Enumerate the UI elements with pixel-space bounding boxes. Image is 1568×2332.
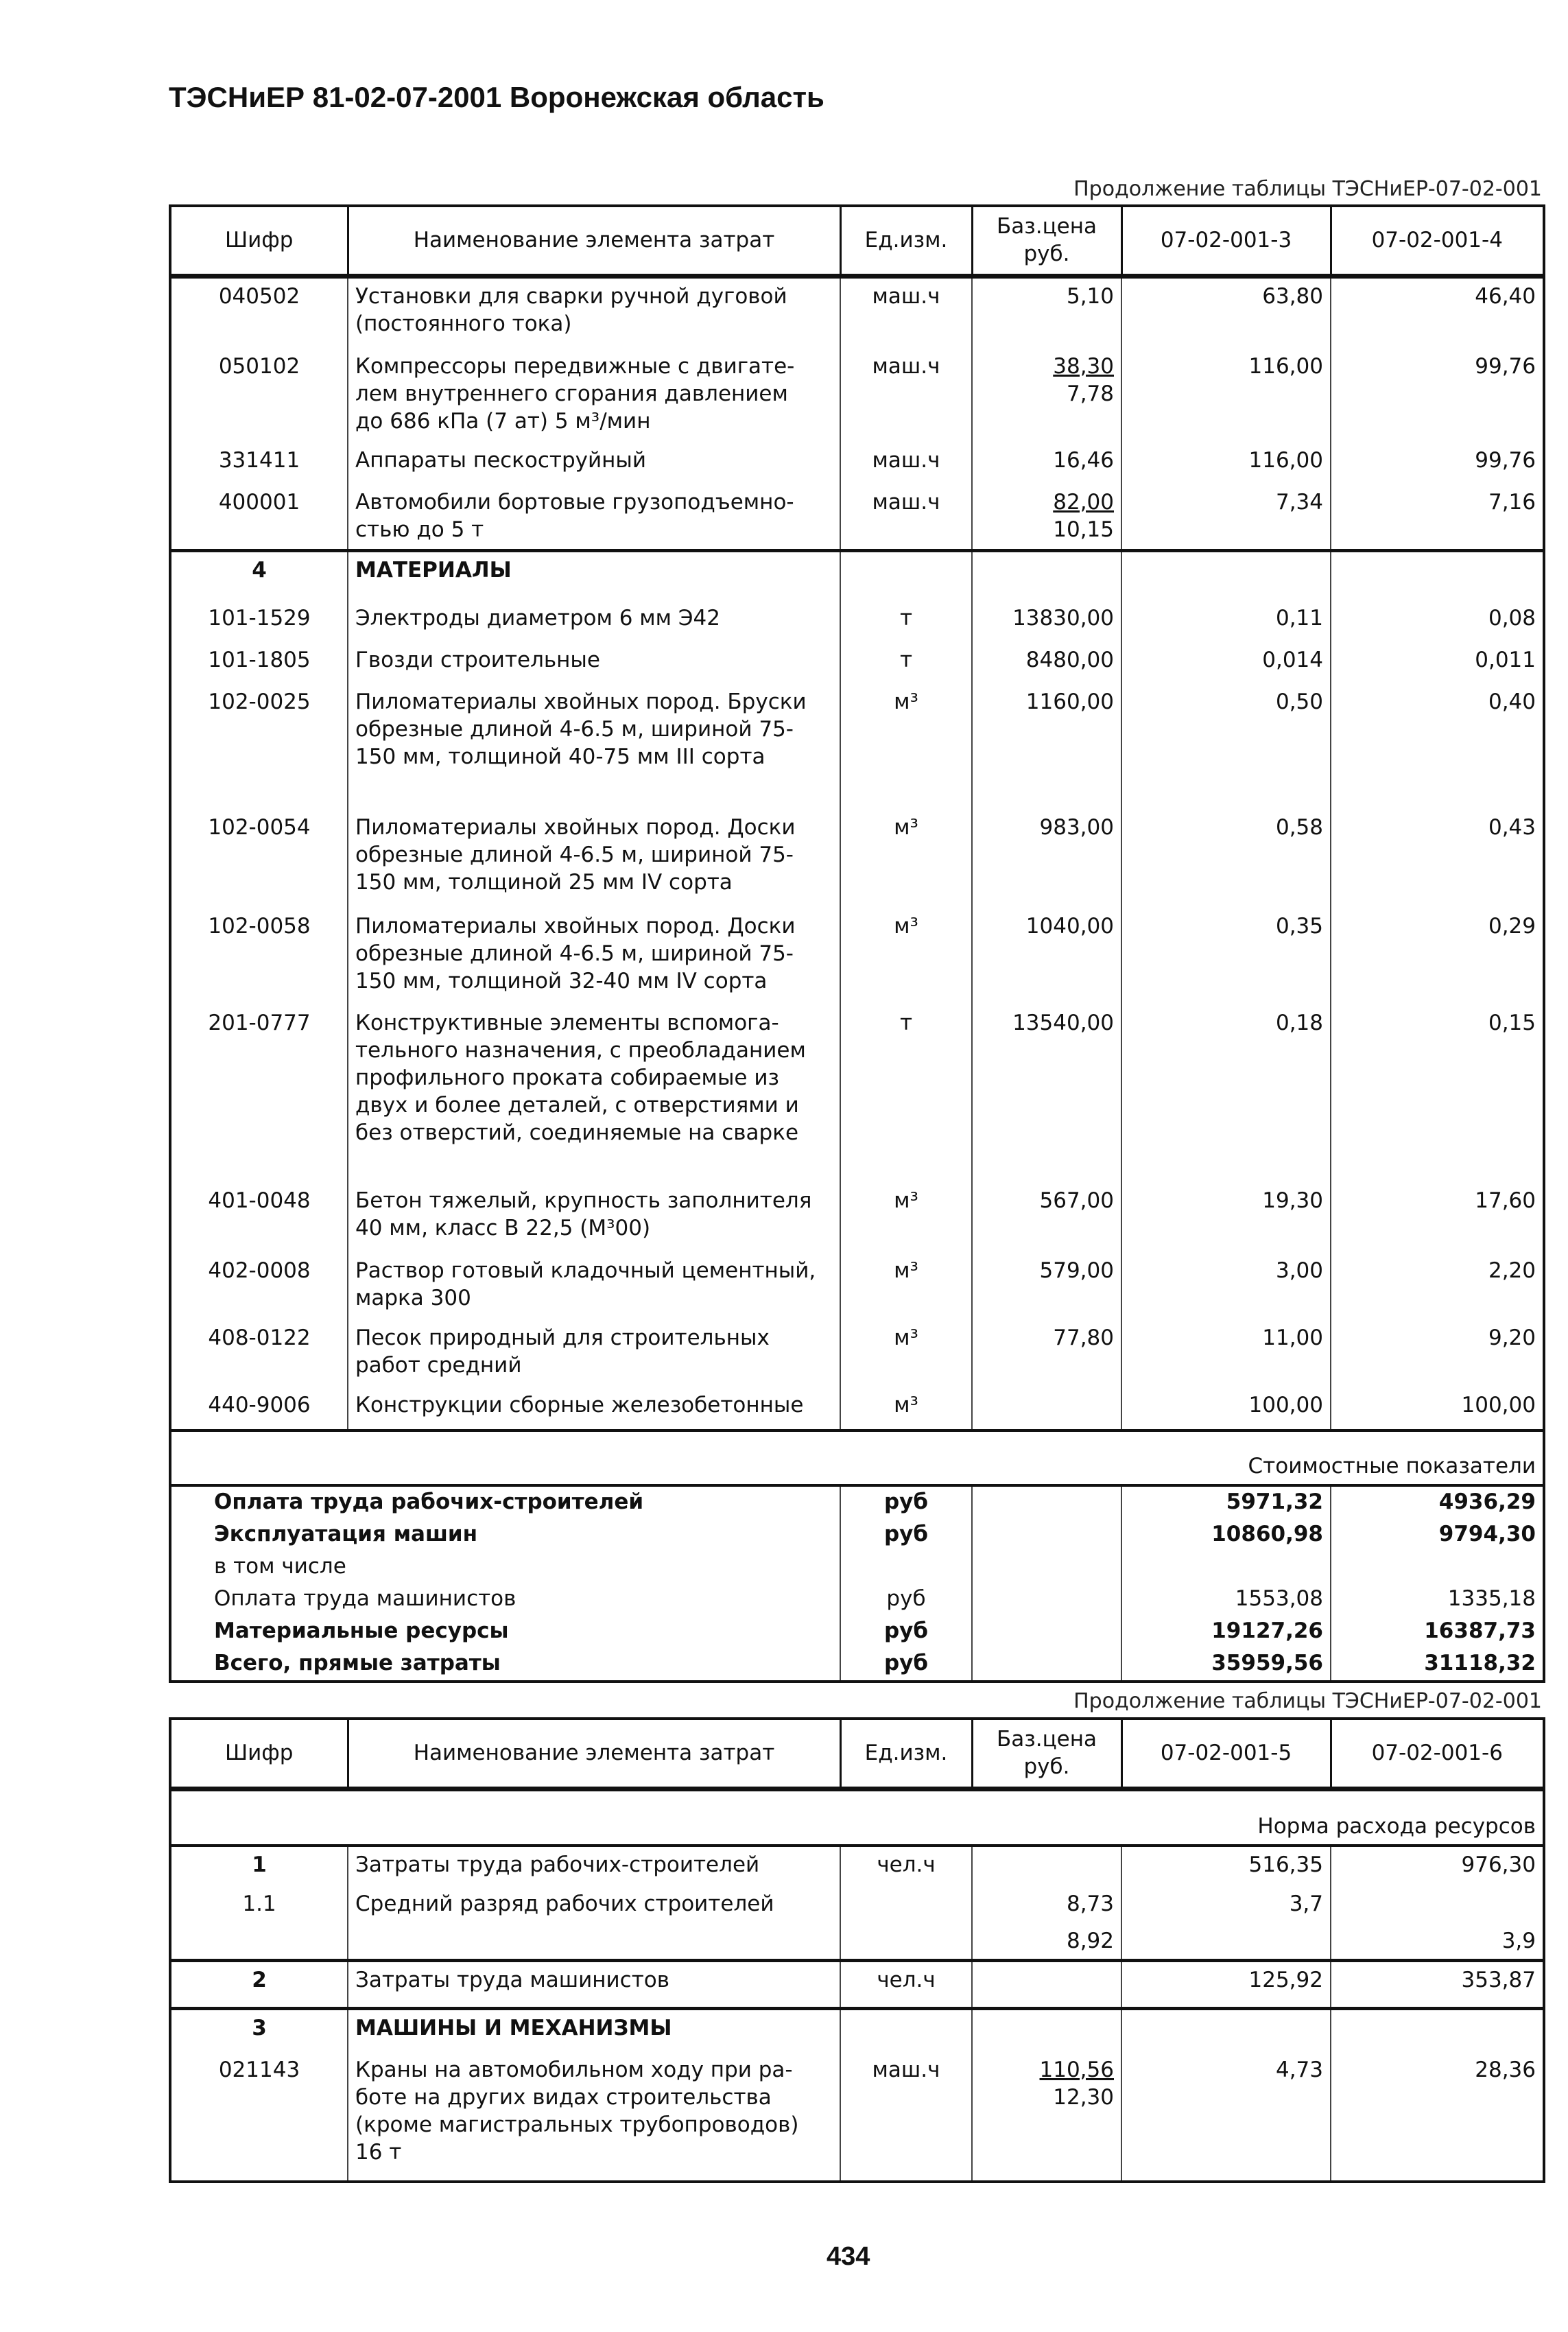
- summary-label: Оплата труда машинистов: [170, 1583, 840, 1616]
- price-cell: [972, 1846, 1121, 1886]
- table-row: [170, 349, 1544, 443]
- name-cell: Гвозди строительные: [348, 642, 840, 684]
- value-cell-b: 9,20: [1331, 1320, 1544, 1387]
- table-row: [170, 1005, 1544, 1183]
- table-row: [170, 810, 1544, 908]
- table-row: [170, 1923, 1544, 1961]
- price-cell: [972, 1320, 1121, 1387]
- price-value: 8,73: [1066, 1891, 1114, 1916]
- name-cell: Затраты труда рабочих-строителей: [348, 1846, 840, 1886]
- table-row: [170, 684, 1544, 810]
- summary-unit: руб: [840, 1583, 972, 1616]
- value-cell-b: [1331, 2008, 1544, 2052]
- summary-row: [170, 1648, 1544, 1682]
- summary-label: Оплата труда рабочих-строителей: [170, 1485, 840, 1519]
- name-cell: Установки для сварки ручной дуговой (постоянного тока): [348, 276, 840, 349]
- price-cell: [972, 684, 1121, 810]
- price-cell: [972, 443, 1121, 484]
- name-cell: Автомобили бортовые грузоподъемно- стью до 5 т: [348, 484, 840, 551]
- name-cell: МАТЕРИАЛЫ: [348, 550, 840, 600]
- name-cell: Конструкции сборные железобетонные: [348, 1387, 840, 1430]
- code-cell: [170, 1923, 348, 1961]
- summary-unit: руб: [840, 1485, 972, 1519]
- code-cell: 331411: [170, 443, 348, 484]
- price-cell: [972, 1253, 1121, 1320]
- code-cell: 408-0122: [170, 1320, 348, 1387]
- value-cell-a: 63,80: [1121, 276, 1331, 349]
- price-secondary: 7,78: [1066, 381, 1114, 406]
- header-price: Баз.цена руб.: [972, 206, 1121, 276]
- price-value: 8,92: [1066, 1928, 1114, 1953]
- header-col-a: 07-02-001-5: [1121, 1719, 1331, 1789]
- summary-empty: [972, 1551, 1121, 1583]
- unit-cell: чел.ч: [840, 1846, 972, 1886]
- value-cell-a: 3,7: [1121, 1886, 1331, 1923]
- unit-cell: м³: [840, 810, 972, 908]
- summary-value-a: 10860,98: [1121, 1519, 1331, 1551]
- price-value: 1160,00: [1025, 689, 1114, 714]
- summary-row: [170, 1583, 1544, 1616]
- price-value: 8480,00: [1025, 647, 1114, 672]
- name-cell: Пиломатериалы хвойных пород. Доски обрезные длиной 4-6.5 м, шириной 75- 150 мм, толщиной 32-40 мм IV сорта: [348, 908, 840, 1005]
- price-value: 82,00: [1053, 489, 1114, 515]
- code-cell: 021143: [170, 2052, 348, 2182]
- summary-label: Материальные ресурсы: [170, 1616, 840, 1648]
- code-cell: 101-1805: [170, 642, 348, 684]
- resource-table-bottom: [169, 1717, 1545, 2183]
- value-cell-a: 116,00: [1121, 443, 1331, 484]
- table-row: [170, 2052, 1544, 2182]
- value-cell-a: [1121, 550, 1331, 600]
- price-cell: [972, 2008, 1121, 2052]
- price-cell: [972, 1005, 1121, 1183]
- value-cell-b: 0,15: [1331, 1005, 1544, 1183]
- summary-value-b: 4936,29: [1331, 1485, 1544, 1519]
- summary-label: Эксплуатация машин: [170, 1519, 840, 1551]
- summary-unit: руб: [840, 1616, 972, 1648]
- unit-cell: [840, 550, 972, 600]
- name-cell: Аппараты пескоструйный: [348, 443, 840, 484]
- unit-cell: маш.ч: [840, 443, 972, 484]
- price-cell: [972, 1886, 1121, 1923]
- value-cell-b: 0,011: [1331, 642, 1544, 684]
- code-cell: 400001: [170, 484, 348, 551]
- price-value: 13830,00: [1012, 605, 1114, 631]
- value-cell-a: 516,35: [1121, 1846, 1331, 1886]
- name-cell: Средний разряд рабочих строителей: [348, 1886, 840, 1923]
- name-cell: Затраты труда машинистов: [348, 1960, 840, 2008]
- unit-cell: м³: [840, 684, 972, 810]
- table-row: [170, 1320, 1544, 1387]
- unit-cell: т: [840, 600, 972, 642]
- name-cell: Бетон тяжелый, крупность заполнителя 40 мм, класс В 22,5 (М³00): [348, 1183, 840, 1253]
- price-value: 5,10: [1066, 283, 1114, 309]
- summary-row: [170, 1616, 1544, 1648]
- price-cell: [972, 1183, 1121, 1253]
- code-cell: 440-9006: [170, 1387, 348, 1430]
- name-cell: Электроды диаметром 6 мм Э42: [348, 600, 840, 642]
- summary-unit: [840, 1551, 972, 1583]
- value-cell-b: 353,87: [1331, 1960, 1544, 2008]
- code-cell: 102-0025: [170, 684, 348, 810]
- value-cell-b: 976,30: [1331, 1846, 1544, 1886]
- header-col-b: 07-02-001-4: [1331, 206, 1544, 276]
- value-cell-b: 7,16: [1331, 484, 1544, 551]
- value-cell-a: 4,73: [1121, 2052, 1331, 2182]
- value-cell-a: 7,34: [1121, 484, 1331, 551]
- summary-unit: руб: [840, 1519, 972, 1551]
- value-cell-a: 0,014: [1121, 642, 1331, 684]
- summary-value-b: 1335,18: [1331, 1583, 1544, 1616]
- summary-value-a: 1553,08: [1121, 1583, 1331, 1616]
- header-unit: Ед.изм.: [840, 1719, 972, 1789]
- header-unit: Ед.изм.: [840, 206, 972, 276]
- value-cell-a: 0,50: [1121, 684, 1331, 810]
- summary-unit: руб: [840, 1648, 972, 1682]
- unit-cell: м³: [840, 1253, 972, 1320]
- name-cell: [348, 1923, 840, 1961]
- name-cell: Раствор готовый кладочный цементный, марка 300: [348, 1253, 840, 1320]
- code-cell: 401-0048: [170, 1183, 348, 1253]
- value-cell-a: [1121, 1923, 1331, 1961]
- unit-cell: маш.ч: [840, 276, 972, 349]
- value-cell-b: 0,43: [1331, 810, 1544, 908]
- table-caption-bottom: Продолжение таблицы ТЭСНиЕР-07-02-001: [1073, 1689, 1542, 1713]
- code-cell: 1: [170, 1846, 348, 1886]
- value-cell-b: [1331, 550, 1544, 600]
- band-label: Норма расхода ресурсов: [170, 1789, 1544, 1846]
- value-cell-b: 28,36: [1331, 2052, 1544, 2182]
- summary-empty: [972, 1583, 1121, 1616]
- header-code: Шифр: [170, 206, 348, 276]
- code-cell: 201-0777: [170, 1005, 348, 1183]
- summary-value-a: [1121, 1551, 1331, 1583]
- code-cell: 102-0058: [170, 908, 348, 1005]
- code-cell: 101-1529: [170, 600, 348, 642]
- header-code: Шифр: [170, 1719, 348, 1789]
- value-cell-b: 99,76: [1331, 349, 1544, 443]
- unit-cell: м³: [840, 908, 972, 1005]
- page-number: 434: [827, 2242, 870, 2271]
- table-row: [170, 600, 1544, 642]
- price-value: 77,80: [1053, 1325, 1114, 1350]
- price-secondary: 10,15: [1053, 517, 1114, 542]
- price-value: 983,00: [1039, 814, 1114, 840]
- code-cell: 4: [170, 550, 348, 600]
- value-cell-a: 0,58: [1121, 810, 1331, 908]
- price-cell: [972, 1960, 1121, 2008]
- table-row: [170, 443, 1544, 484]
- price-cell: [972, 550, 1121, 600]
- name-cell: Песок природный для строительных работ средний: [348, 1320, 840, 1387]
- summary-label: Всего, прямые затраты: [170, 1648, 840, 1682]
- summary-empty: [972, 1648, 1121, 1682]
- unit-cell: т: [840, 642, 972, 684]
- value-cell-a: 0,11: [1121, 600, 1331, 642]
- unit-cell: м³: [840, 1183, 972, 1253]
- value-cell-b: 0,40: [1331, 684, 1544, 810]
- name-cell: МАШИНЫ И МЕХАНИЗМЫ: [348, 2008, 840, 2052]
- name-cell: Пиломатериалы хвойных пород. Бруски обрезные длиной 4-6.5 м, шириной 75- 150 мм, толщиной 40-75 мм III сорта: [348, 684, 840, 810]
- price-secondary: 12,30: [1053, 2084, 1114, 2110]
- value-cell-a: 0,35: [1121, 908, 1331, 1005]
- table-row: [170, 276, 1544, 349]
- value-cell-a: 11,00: [1121, 1320, 1331, 1387]
- code-cell: 1.1: [170, 1886, 348, 1923]
- code-cell: 102-0054: [170, 810, 348, 908]
- table-row: [170, 642, 1544, 684]
- value-cell-b: 46,40: [1331, 276, 1544, 349]
- unit-cell: маш.ч: [840, 484, 972, 551]
- table-row: [170, 1253, 1544, 1320]
- header-col-a: 07-02-001-3: [1121, 206, 1331, 276]
- table-row: [170, 1183, 1544, 1253]
- unit-cell: т: [840, 1005, 972, 1183]
- value-cell-b: 2,20: [1331, 1253, 1544, 1320]
- name-cell: Краны на автомобильном ходу при ра- боте на других видах строительства (кроме магистральных трубопроводов) 16 т: [348, 2052, 840, 2182]
- summary-value-b: [1331, 1551, 1544, 1583]
- name-cell: Конструктивные элементы вспомога- тельного назначения, с преобладанием профильного проката собираемые из двух и более деталей, с отверстиями и без отверстий, соединяемые на сварке: [348, 1005, 840, 1183]
- code-cell: 2: [170, 1960, 348, 2008]
- value-cell-a: 125,92: [1121, 1960, 1331, 2008]
- value-cell-b: 3,9: [1331, 1923, 1544, 1961]
- header-name: Наименование элемента затрат: [348, 206, 840, 276]
- price-cell: [972, 810, 1121, 908]
- unit-cell: маш.ч: [840, 349, 972, 443]
- value-cell-a: 19,30: [1121, 1183, 1331, 1253]
- price-cell: [972, 349, 1121, 443]
- code-cell: 050102: [170, 349, 348, 443]
- summary-value-a: 19127,26: [1121, 1616, 1331, 1648]
- unit-cell: чел.ч: [840, 1960, 972, 2008]
- price-value: 110,56: [1039, 2057, 1114, 2082]
- name-cell: Компрессоры передвижные с двигате- лем внутреннего сгорания давлением до 686 кПа (7 ат) 5 м³/мин: [348, 349, 840, 443]
- summary-empty: [972, 1485, 1121, 1519]
- price-value: 567,00: [1039, 1188, 1114, 1213]
- document-title: ТЭСНиЕР 81-02-07-2001 Воронежская область: [169, 81, 824, 113]
- price-cell: [972, 2052, 1121, 2182]
- table-row: [170, 1960, 1544, 2008]
- price-cell: [972, 1923, 1121, 1961]
- resource-table-top: [169, 204, 1545, 1683]
- value-cell-a: 100,00: [1121, 1387, 1331, 1430]
- value-cell-a: 116,00: [1121, 349, 1331, 443]
- price-cell: [972, 1387, 1121, 1430]
- value-cell-b: 0,08: [1331, 600, 1544, 642]
- price-cell: [972, 600, 1121, 642]
- summary-label: в том числе: [170, 1551, 840, 1583]
- unit-cell: м³: [840, 1320, 972, 1387]
- section-row: [170, 2008, 1544, 2052]
- unit-cell: [840, 2008, 972, 2052]
- value-cell-b: 0,29: [1331, 908, 1544, 1005]
- band-row: [170, 1789, 1544, 1846]
- summary-value-a: 5971,32: [1121, 1485, 1331, 1519]
- price-value: 16,46: [1053, 447, 1114, 473]
- table-row: [170, 1846, 1544, 1886]
- value-cell-a: [1121, 2008, 1331, 2052]
- unit-cell: маш.ч: [840, 2052, 972, 2182]
- summary-value-b: 31118,32: [1331, 1648, 1544, 1682]
- price-cell: [972, 908, 1121, 1005]
- code-cell: 3: [170, 2008, 348, 2052]
- summary-row: [170, 1519, 1544, 1551]
- price-value: 579,00: [1039, 1258, 1114, 1283]
- code-cell: 040502: [170, 276, 348, 349]
- price-value: 1040,00: [1025, 913, 1114, 939]
- table-row: [170, 908, 1544, 1005]
- value-cell-b: [1331, 1886, 1544, 1923]
- price-cell: [972, 484, 1121, 551]
- unit-cell: [840, 1923, 972, 1961]
- price-value: 13540,00: [1012, 1010, 1114, 1035]
- summary-empty: [972, 1519, 1121, 1551]
- summary-value-a: 35959,56: [1121, 1648, 1331, 1682]
- table-row: [170, 1886, 1544, 1923]
- header-price: Баз.цена руб.: [972, 1719, 1121, 1789]
- price-cell: [972, 642, 1121, 684]
- unit-cell: [840, 1886, 972, 1923]
- value-cell-a: 0,18: [1121, 1005, 1331, 1183]
- table-row: [170, 484, 1544, 551]
- name-cell: Пиломатериалы хвойных пород. Доски обрезные длиной 4-6.5 м, шириной 75- 150 мм, толщиной 25 мм IV сорта: [348, 810, 840, 908]
- price-cell: [972, 276, 1121, 349]
- summary-empty: [972, 1616, 1121, 1648]
- value-cell-b: 17,60: [1331, 1183, 1544, 1253]
- price-value: 38,30: [1053, 353, 1114, 379]
- header-row: [170, 1719, 1544, 1789]
- section-row: [170, 550, 1544, 600]
- band-row: [170, 1430, 1544, 1485]
- summary-row: [170, 1485, 1544, 1519]
- summary-row: [170, 1551, 1544, 1583]
- table-caption-top: Продолжение таблицы ТЭСНиЕР-07-02-001: [1073, 177, 1542, 201]
- summary-value-b: 9794,30: [1331, 1519, 1544, 1551]
- summary-value-b: 16387,73: [1331, 1616, 1544, 1648]
- code-cell: 402-0008: [170, 1253, 348, 1320]
- value-cell-b: 99,76: [1331, 443, 1544, 484]
- table-row: [170, 1387, 1544, 1430]
- unit-cell: м³: [840, 1387, 972, 1430]
- header-col-b: 07-02-001-6: [1331, 1719, 1544, 1789]
- value-cell-a: 3,00: [1121, 1253, 1331, 1320]
- header-row: [170, 206, 1544, 276]
- band-label: Стоимостные показатели: [170, 1430, 1544, 1485]
- value-cell-b: 100,00: [1331, 1387, 1544, 1430]
- header-name: Наименование элемента затрат: [348, 1719, 840, 1789]
